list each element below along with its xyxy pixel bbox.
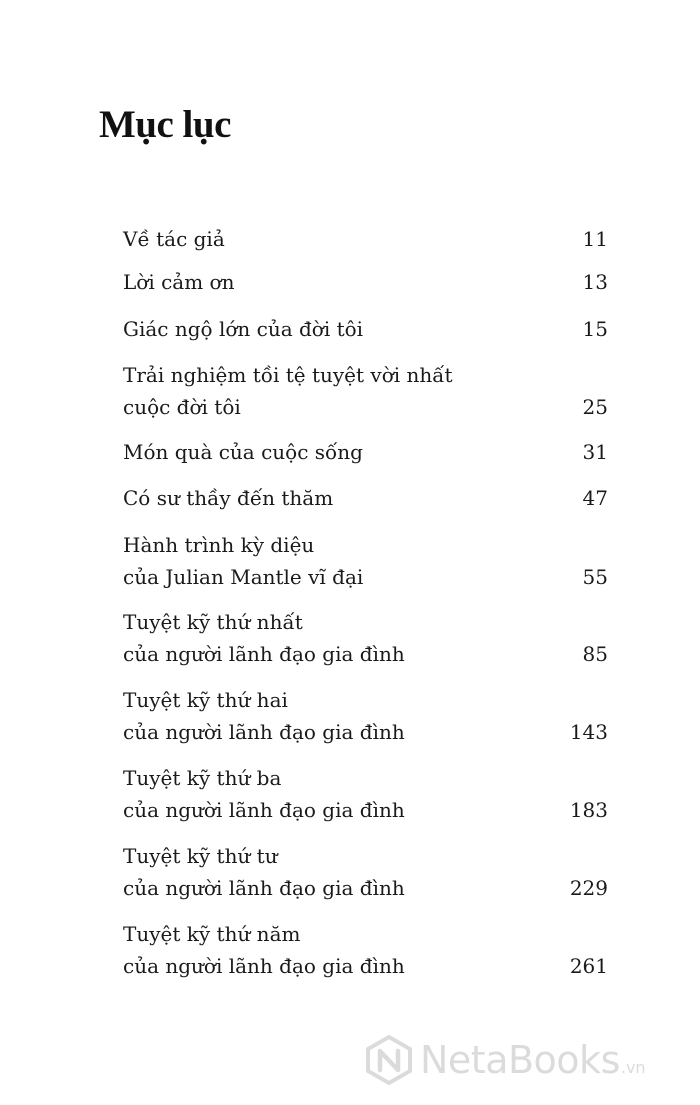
watermark-domain-suffix: .vn — [620, 1058, 646, 1077]
toc-entry — [123, 266, 608, 298]
toc-entry-title: Lời cảm ơn — [123, 270, 235, 294]
toc-entry-title-line: Tuyệt kỹ thứ tư — [123, 844, 278, 868]
toc-entry — [123, 762, 608, 826]
toc-page-number: 183 — [569, 798, 608, 822]
toc-entry-title: Có sư thầy đến thăm — [123, 486, 334, 510]
toc-page-number: 229 — [569, 876, 608, 900]
toc-entry — [123, 684, 608, 748]
toc-entry — [123, 436, 608, 468]
toc-entry — [123, 359, 608, 423]
toc-page-number: 15 — [582, 317, 608, 341]
toc-page-number: 13 — [582, 270, 608, 294]
watermark — [364, 1031, 646, 1089]
toc-entry-title: Món quà của cuộc sống — [123, 440, 363, 464]
toc-entry — [123, 918, 608, 982]
toc-entry — [123, 840, 608, 904]
toc-entry — [123, 606, 608, 670]
toc-page-number: 143 — [569, 720, 608, 744]
page-title: Mục lục — [99, 103, 231, 146]
toc-entry-title-line: Trải nghiệm tồi tệ tuyệt vời nhất — [123, 363, 453, 387]
toc-entry-title: Giác ngộ lớn của đời tôi — [123, 317, 364, 341]
toc-page-number: 47 — [582, 486, 608, 510]
toc-entry-title-line: của người lãnh đạo gia đình — [123, 798, 405, 822]
toc-entry — [123, 482, 608, 514]
toc-entry — [123, 313, 608, 345]
table-of-contents — [123, 0, 608, 1105]
toc-entry-title-line: Hành trình kỳ diệu — [123, 533, 315, 557]
toc-entry-title-line: Tuyệt kỹ thứ ba — [123, 766, 282, 790]
toc-entry-title-line: cuộc đời tôi — [123, 395, 241, 419]
toc-page-number: 11 — [582, 227, 608, 251]
toc-entry-title-line: của Julian Mantle vĩ đại — [123, 565, 364, 589]
toc-entry-title-line: Tuyệt kỹ thứ hai — [123, 688, 288, 712]
toc-page-number: 55 — [582, 565, 608, 589]
netabooks-n-logo-icon — [364, 1035, 414, 1085]
toc-entry-title-line: của người lãnh đạo gia đình — [123, 720, 405, 744]
toc-entry-title-line: Tuyệt kỹ thứ năm — [123, 922, 301, 946]
toc-entry — [123, 529, 608, 593]
toc-page-number: 85 — [582, 642, 608, 666]
toc-entry-title: Về tác giả — [123, 227, 225, 251]
toc-entry-title-line: của người lãnh đạo gia đình — [123, 642, 405, 666]
toc-page-number: 31 — [582, 440, 608, 464]
toc-entry — [123, 223, 608, 255]
toc-page-number: 25 — [582, 395, 608, 419]
toc-page-number: 261 — [569, 954, 608, 978]
toc-entry-title-line: Tuyệt kỹ thứ nhất — [123, 610, 303, 634]
toc-entry-title-line: của người lãnh đạo gia đình — [123, 954, 405, 978]
toc-entry-title-line: của người lãnh đạo gia đình — [123, 876, 405, 900]
watermark-brand-name: NetaBooks — [420, 1038, 620, 1082]
